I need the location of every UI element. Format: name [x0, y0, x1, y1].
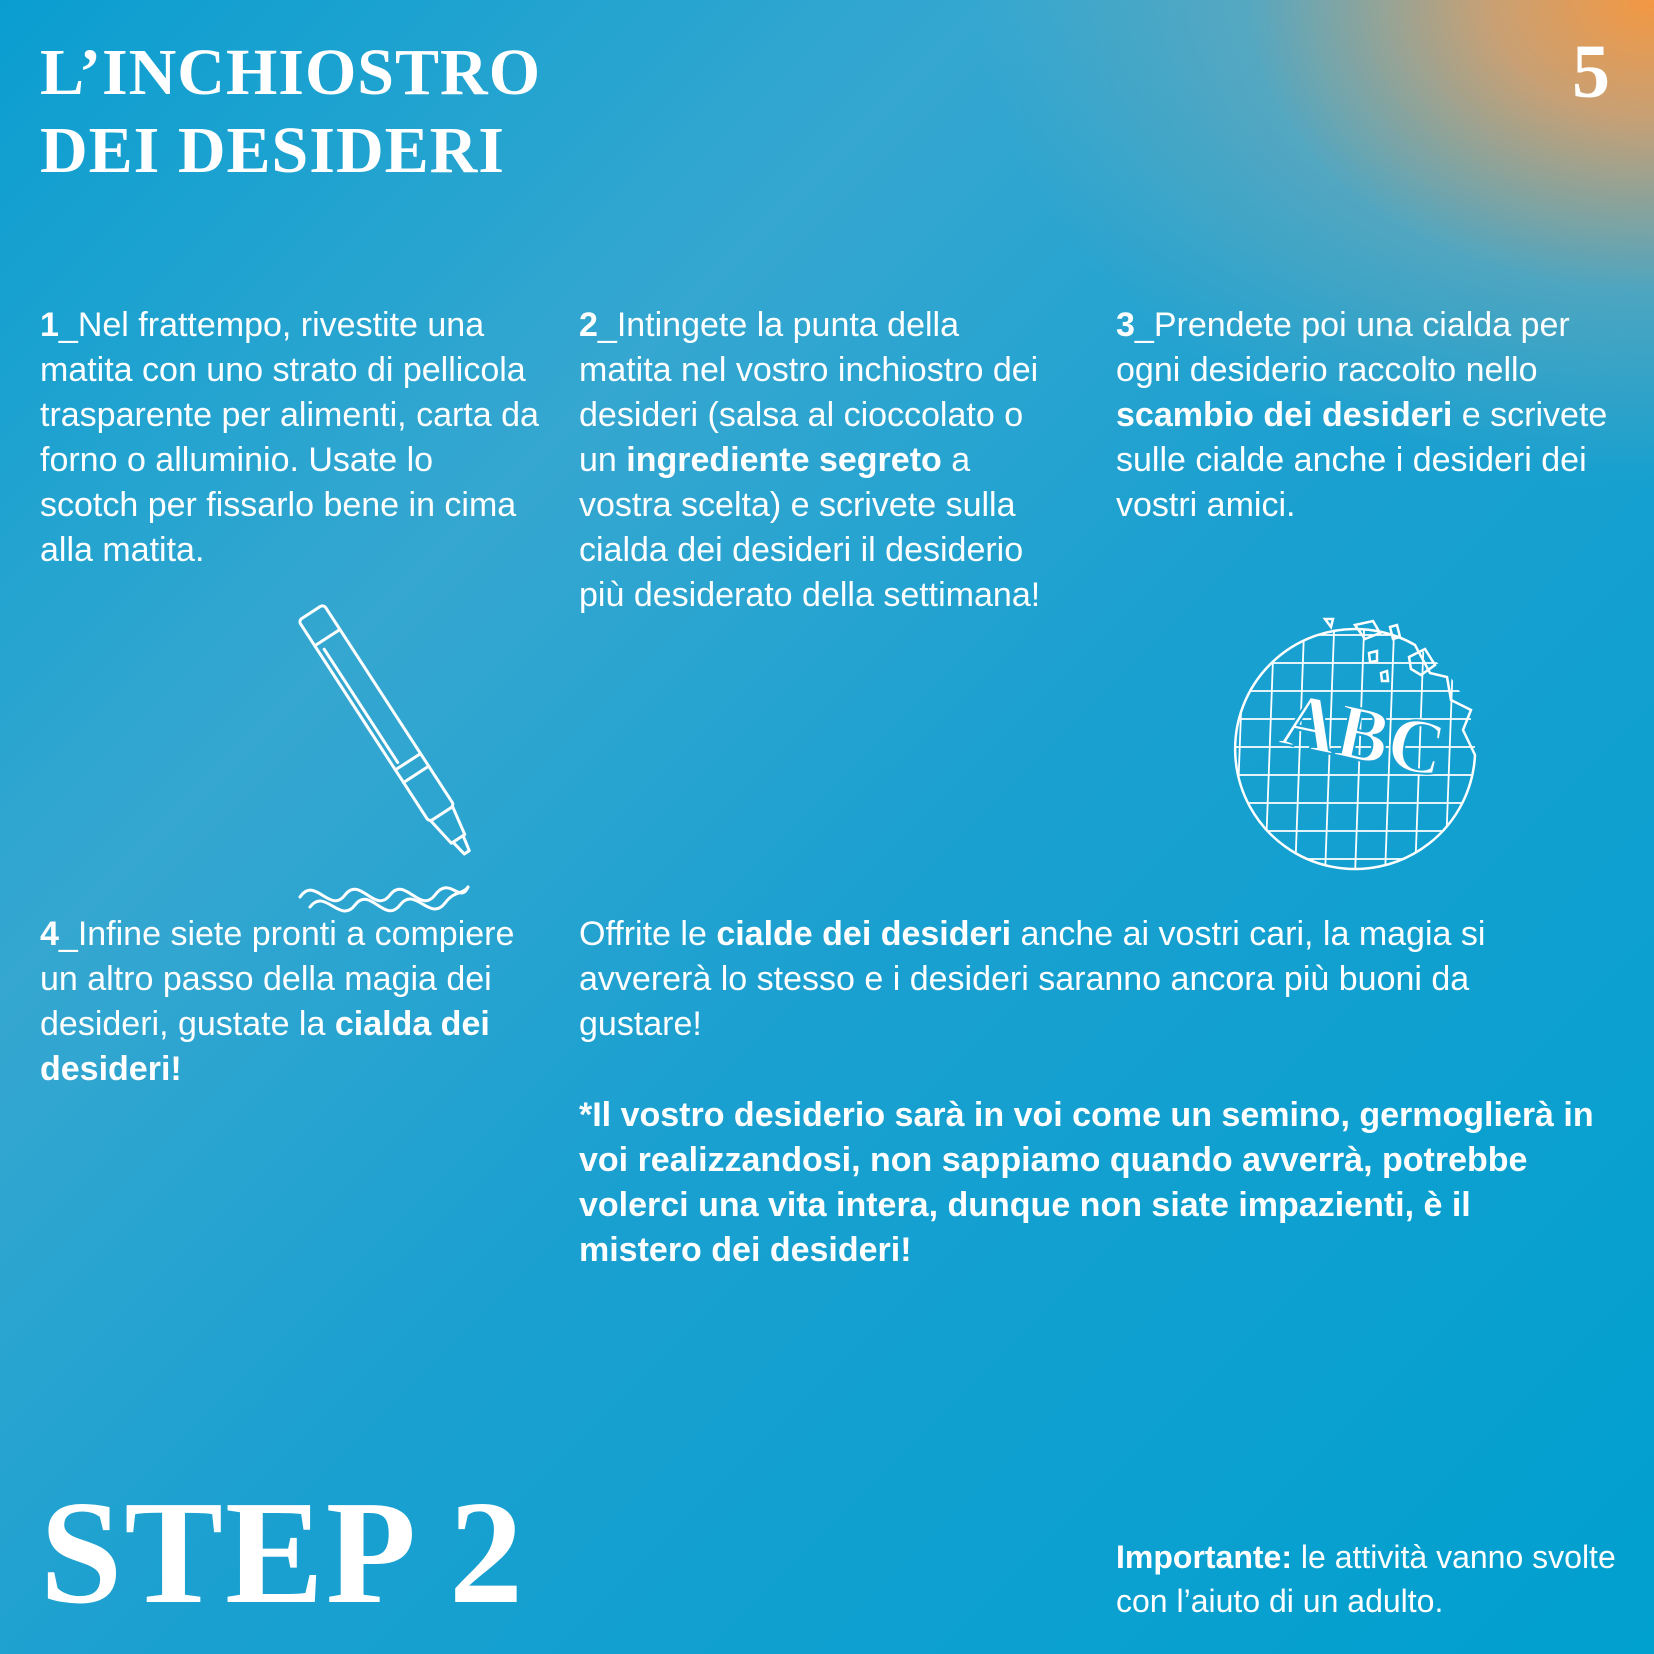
- offer-bold: cialde dei desideri: [716, 915, 1012, 953]
- offer-text: [579, 912, 1599, 1047]
- step-4-body-a: _Infine siete pronti a compiere un altro passo della magia dei desideri, gustate la: [40, 915, 515, 1043]
- offer-body-a: Offrite le: [579, 915, 717, 953]
- step-2-text: [579, 303, 1059, 618]
- pen-icon: [290, 595, 510, 915]
- waffle-letters: ABC: [1273, 674, 1454, 794]
- waffle-icon: [1225, 605, 1505, 875]
- step-3-number: 3: [1116, 306, 1135, 344]
- step-4-bold: cialda dei desideri!: [40, 1005, 490, 1088]
- title-line-2: DEI DESIDERI: [40, 114, 505, 187]
- step-4-text: [40, 912, 520, 1092]
- step-3-body-b: e scrivete sulle cialde anche i desideri dei vostri amici.: [1116, 396, 1608, 524]
- important-notice: [1116, 1535, 1636, 1623]
- step-4-number: 4: [40, 915, 59, 953]
- page-number: 5: [1572, 30, 1610, 114]
- page-title: [40, 34, 541, 190]
- step-2-number: 2: [579, 306, 598, 344]
- step-3-body-a: _Prendete poi una cialda per ogni desiderio raccolto nello: [1116, 306, 1570, 389]
- wish-note: *Il vostro desiderio sarà in voi come un semino, germoglierà in voi realizzandosi, non sappiamo quando avverrà, potrebbe volerci una vita intera, dunque non siate impazienti, è il mistero dei desideri!: [579, 1096, 1594, 1269]
- step-3-bold: scambio dei desideri: [1116, 396, 1453, 434]
- step-1-number: 1: [40, 306, 59, 344]
- step-2-body-a: _Intingete la punta della matita nel vostro inchiostro dei desideri (salsa al cioccolato o un: [579, 306, 1039, 479]
- step-2-body-b: a vostra scelta) e scrivete sulla cialda dei desideri il desiderio più desiderato della settimana!: [579, 441, 1041, 614]
- step-3-text: [1116, 303, 1616, 528]
- step-1-body: _Nel frattempo, rivestite una matita con uno strato di pellicola trasparente per alimenti, carta da forno o alluminio. Usate lo scotch per fissarlo bene in cima alla matita.: [40, 306, 539, 569]
- important-label: Importante:: [1116, 1539, 1292, 1575]
- important-text: le attività vanno svolte con l’aiuto di un adulto.: [1116, 1539, 1616, 1619]
- title-line-1: L’INCHIOSTRO: [40, 36, 542, 109]
- offer-body-b: anche ai vostri cari, la magia si avvererà lo stesso e i desideri saranno ancora più buoni da gustare!: [579, 915, 1486, 1043]
- step-label: STEP 2: [40, 1471, 525, 1635]
- step-2-bold: ingrediente segreto: [626, 441, 942, 479]
- step-1-text: [40, 303, 540, 573]
